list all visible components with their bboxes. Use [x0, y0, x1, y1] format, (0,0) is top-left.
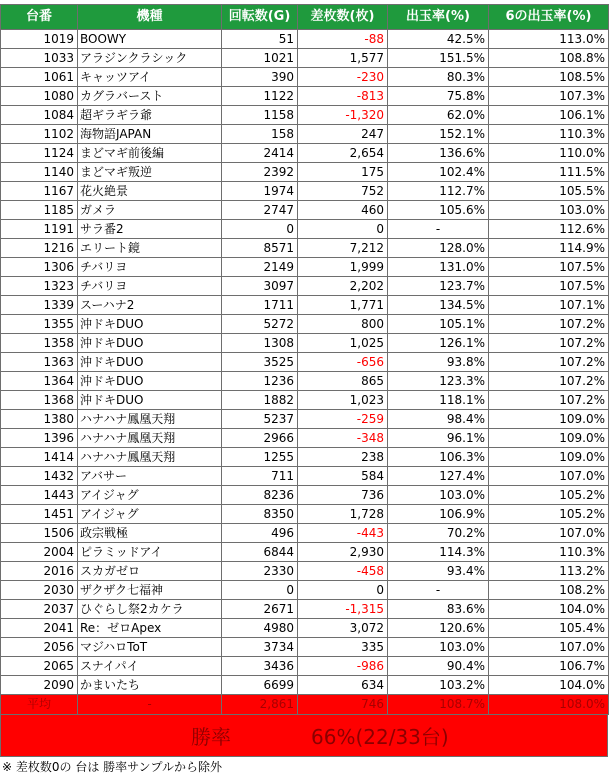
cell-setting6-rate: 107.1% — [489, 296, 609, 315]
cell-setting6-rate: 105.5% — [489, 182, 609, 201]
results-table — [0, 4, 609, 715]
cell-setting6-rate: 109.0% — [489, 448, 609, 467]
cell-machine-name: 沖ドキDUO — [78, 391, 222, 410]
table-row — [1, 467, 609, 486]
cell-machine-name: 沖ドキDUO — [78, 372, 222, 391]
column-header: 6の出玉率(%) — [489, 5, 609, 30]
cell-payout-rate: 152.1% — [388, 125, 489, 144]
cell-diff: 335 — [298, 638, 388, 657]
cell-spins: 8350 — [222, 505, 298, 524]
cell-payout-rate: 114.3% — [388, 543, 489, 562]
cell-setting6-rate: 104.0% — [489, 676, 609, 695]
cell-machine-number: 2016 — [1, 562, 78, 581]
cell-payout-rate: 103.2% — [388, 676, 489, 695]
cell-payout-rate: - — [388, 220, 489, 239]
cell-machine-name: カグラバースト — [78, 87, 222, 106]
cell-diff: 584 — [298, 467, 388, 486]
cell-machine-number: 2090 — [1, 676, 78, 695]
table-row — [1, 87, 609, 106]
cell-setting6-rate: 104.0% — [489, 600, 609, 619]
cell-payout-rate: 127.4% — [388, 467, 489, 486]
cell-machine-number: 1443 — [1, 486, 78, 505]
cell-machine-name: スカガゼロ — [78, 562, 222, 581]
table-row — [1, 182, 609, 201]
cell-machine-name: まどマギ叛逆 — [78, 163, 222, 182]
cell-setting6-rate: 109.0% — [489, 410, 609, 429]
table-row — [1, 619, 609, 638]
cell-spins: 3525 — [222, 353, 298, 372]
cell-machine-number: 1019 — [1, 30, 78, 49]
cell-spins: 711 — [222, 467, 298, 486]
cell-machine-name: アラジンクラシック — [78, 49, 222, 68]
cell-spins: 51 — [222, 30, 298, 49]
table-row — [1, 372, 609, 391]
cell-setting6-rate: 106.7% — [489, 657, 609, 676]
cell-machine-name: 超ギラギラ爺 — [78, 106, 222, 125]
average-diff: 746 — [298, 695, 388, 715]
cell-setting6-rate: 107.2% — [489, 353, 609, 372]
cell-machine-name: ピラミッドアイ — [78, 543, 222, 562]
table-row — [1, 410, 609, 429]
table-row — [1, 163, 609, 182]
cell-diff: 247 — [298, 125, 388, 144]
cell-payout-rate: 134.5% — [388, 296, 489, 315]
cell-machine-name: ひぐらし祭2カケラ — [78, 600, 222, 619]
average-rate6: 108.0% — [489, 695, 609, 715]
cell-setting6-rate: 111.5% — [489, 163, 609, 182]
table-row — [1, 258, 609, 277]
cell-machine-name: スーハナ2 — [78, 296, 222, 315]
cell-payout-rate: 102.4% — [388, 163, 489, 182]
cell-machine-number: 1432 — [1, 467, 78, 486]
cell-payout-rate: 93.8% — [388, 353, 489, 372]
table-header — [1, 5, 609, 30]
cell-machine-number: 1396 — [1, 429, 78, 448]
cell-machine-number: 1033 — [1, 49, 78, 68]
table-row — [1, 581, 609, 600]
cell-setting6-rate: 107.2% — [489, 334, 609, 353]
cell-machine-number: 1216 — [1, 239, 78, 258]
cell-setting6-rate: 113.2% — [489, 562, 609, 581]
cell-diff: 460 — [298, 201, 388, 220]
cell-machine-number: 1167 — [1, 182, 78, 201]
cell-machine-number: 1185 — [1, 201, 78, 220]
average-rate: 108.7% — [388, 695, 489, 715]
cell-spins: 0 — [222, 581, 298, 600]
cell-machine-name: スナイパイ — [78, 657, 222, 676]
cell-spins: 3097 — [222, 277, 298, 296]
cell-spins: 390 — [222, 68, 298, 87]
cell-machine-number: 2056 — [1, 638, 78, 657]
cell-payout-rate: 126.1% — [388, 334, 489, 353]
cell-diff: -259 — [298, 410, 388, 429]
cell-setting6-rate: 107.2% — [489, 391, 609, 410]
table-row — [1, 201, 609, 220]
data-sheet — [0, 4, 608, 777]
cell-setting6-rate: 110.3% — [489, 543, 609, 562]
cell-spins: 6844 — [222, 543, 298, 562]
cell-payout-rate: 123.7% — [388, 277, 489, 296]
cell-machine-name: BOOWY — [78, 30, 222, 49]
average-row — [1, 695, 609, 715]
cell-machine-name: 花火絶景 — [78, 182, 222, 201]
cell-payout-rate: 128.0% — [388, 239, 489, 258]
cell-machine-name: チバリヨ — [78, 258, 222, 277]
cell-diff: 2,654 — [298, 144, 388, 163]
cell-payout-rate: 96.1% — [388, 429, 489, 448]
cell-machine-number: 1355 — [1, 315, 78, 334]
cell-setting6-rate: 105.4% — [489, 619, 609, 638]
footnote: ※ 差枚数0の 台は 勝率サンプルから除外 — [2, 760, 223, 774]
cell-machine-name: かまいたち — [78, 676, 222, 695]
cell-machine-number: 1368 — [1, 391, 78, 410]
cell-payout-rate: 90.4% — [388, 657, 489, 676]
cell-diff: -88 — [298, 30, 388, 49]
table-row — [1, 505, 609, 524]
cell-machine-name: キャッツアイ — [78, 68, 222, 87]
cell-spins: 0 — [222, 220, 298, 239]
cell-payout-rate: 131.0% — [388, 258, 489, 277]
cell-diff: 0 — [298, 220, 388, 239]
cell-payout-rate: 151.5% — [388, 49, 489, 68]
cell-machine-number: 1323 — [1, 277, 78, 296]
column-header: 回転数(G) — [222, 5, 298, 30]
cell-payout-rate: 75.8% — [388, 87, 489, 106]
table-row — [1, 600, 609, 619]
table-row — [1, 49, 609, 68]
cell-diff: 1,577 — [298, 49, 388, 68]
cell-diff: 752 — [298, 182, 388, 201]
cell-machine-name: 政宗戦極 — [78, 524, 222, 543]
cell-machine-number: 1140 — [1, 163, 78, 182]
table-row — [1, 524, 609, 543]
cell-machine-name: ザクザク七福神 — [78, 581, 222, 600]
cell-setting6-rate: 107.2% — [489, 315, 609, 334]
column-header: 機種 — [78, 5, 222, 30]
cell-machine-number: 2004 — [1, 543, 78, 562]
cell-payout-rate: 42.5% — [388, 30, 489, 49]
table-row — [1, 543, 609, 562]
cell-machine-number: 1358 — [1, 334, 78, 353]
cell-payout-rate: 120.6% — [388, 619, 489, 638]
table-row — [1, 144, 609, 163]
cell-payout-rate: 105.1% — [388, 315, 489, 334]
table-row — [1, 296, 609, 315]
cell-payout-rate: 98.4% — [388, 410, 489, 429]
cell-machine-name: 沖ドキDUO — [78, 353, 222, 372]
cell-setting6-rate: 110.0% — [489, 144, 609, 163]
cell-setting6-rate: 107.0% — [489, 638, 609, 657]
cell-payout-rate: 106.9% — [388, 505, 489, 524]
cell-setting6-rate: 109.0% — [489, 429, 609, 448]
cell-machine-number: 2065 — [1, 657, 78, 676]
cell-setting6-rate: 107.5% — [489, 277, 609, 296]
cell-spins: 5272 — [222, 315, 298, 334]
cell-machine-name: アイジャグ — [78, 505, 222, 524]
table-row — [1, 125, 609, 144]
cell-diff: 1,025 — [298, 334, 388, 353]
cell-spins: 2966 — [222, 429, 298, 448]
cell-machine-number: 1061 — [1, 68, 78, 87]
cell-payout-rate: 80.3% — [388, 68, 489, 87]
cell-payout-rate: 83.6% — [388, 600, 489, 619]
cell-machine-number: 1414 — [1, 448, 78, 467]
cell-diff: -1,315 — [298, 600, 388, 619]
cell-diff: -656 — [298, 353, 388, 372]
cell-spins: 8571 — [222, 239, 298, 258]
cell-diff: 0 — [298, 581, 388, 600]
cell-spins: 496 — [222, 524, 298, 543]
cell-spins: 1711 — [222, 296, 298, 315]
cell-diff: -813 — [298, 87, 388, 106]
cell-machine-number: 1306 — [1, 258, 78, 277]
cell-spins: 1882 — [222, 391, 298, 410]
cell-diff: 2,930 — [298, 543, 388, 562]
cell-payout-rate: 105.6% — [388, 201, 489, 220]
cell-payout-rate: 123.3% — [388, 372, 489, 391]
cell-setting6-rate: 107.3% — [489, 87, 609, 106]
cell-machine-name: Re：ゼロApex — [78, 619, 222, 638]
cell-machine-number: 2037 — [1, 600, 78, 619]
cell-spins: 1021 — [222, 49, 298, 68]
column-header: 台番 — [1, 5, 78, 30]
table-row — [1, 486, 609, 505]
cell-machine-number: 1506 — [1, 524, 78, 543]
cell-machine-number: 1124 — [1, 144, 78, 163]
cell-setting6-rate: 113.0% — [489, 30, 609, 49]
table-row — [1, 334, 609, 353]
cell-setting6-rate: 107.2% — [489, 372, 609, 391]
table-row — [1, 239, 609, 258]
cell-setting6-rate: 107.0% — [489, 524, 609, 543]
cell-payout-rate: 62.0% — [388, 106, 489, 125]
table-row — [1, 391, 609, 410]
cell-diff: 1,728 — [298, 505, 388, 524]
column-header: 出玉率(%) — [388, 5, 489, 30]
cell-machine-name: 沖ドキDUO — [78, 334, 222, 353]
cell-payout-rate: 70.2% — [388, 524, 489, 543]
table-row — [1, 429, 609, 448]
cell-machine-number: 1084 — [1, 106, 78, 125]
win-rate-bar — [0, 715, 608, 757]
cell-diff: -458 — [298, 562, 388, 581]
cell-setting6-rate: 108.5% — [489, 68, 609, 87]
cell-machine-number: 1339 — [1, 296, 78, 315]
cell-spins: 1974 — [222, 182, 298, 201]
table-row — [1, 315, 609, 334]
cell-diff: 800 — [298, 315, 388, 334]
cell-payout-rate: 112.7% — [388, 182, 489, 201]
cell-machine-name: ハナハナ鳳凰天翔 — [78, 448, 222, 467]
cell-machine-number: 1080 — [1, 87, 78, 106]
cell-spins: 6699 — [222, 676, 298, 695]
cell-spins: 1158 — [222, 106, 298, 125]
cell-machine-number: 1451 — [1, 505, 78, 524]
cell-payout-rate: 103.0% — [388, 486, 489, 505]
cell-diff: 238 — [298, 448, 388, 467]
cell-diff: 1,771 — [298, 296, 388, 315]
table-row — [1, 30, 609, 49]
cell-setting6-rate: 110.3% — [489, 125, 609, 144]
cell-payout-rate: 118.1% — [388, 391, 489, 410]
table-row — [1, 676, 609, 695]
cell-spins: 2149 — [222, 258, 298, 277]
cell-diff: 7,212 — [298, 239, 388, 258]
cell-diff: 1,999 — [298, 258, 388, 277]
cell-machine-number: 1380 — [1, 410, 78, 429]
cell-diff: 2,202 — [298, 277, 388, 296]
cell-diff: 175 — [298, 163, 388, 182]
cell-spins: 1308 — [222, 334, 298, 353]
cell-spins: 4980 — [222, 619, 298, 638]
cell-spins: 5237 — [222, 410, 298, 429]
cell-diff: -986 — [298, 657, 388, 676]
cell-machine-number: 1364 — [1, 372, 78, 391]
cell-machine-number: 2041 — [1, 619, 78, 638]
cell-machine-name: まどマギ前後編 — [78, 144, 222, 163]
cell-spins: 1122 — [222, 87, 298, 106]
cell-payout-rate: 136.6% — [388, 144, 489, 163]
cell-setting6-rate: 108.2% — [489, 581, 609, 600]
cell-setting6-rate: 105.2% — [489, 505, 609, 524]
cell-machine-name: 海物語JAPAN — [78, 125, 222, 144]
cell-spins: 1236 — [222, 372, 298, 391]
cell-setting6-rate: 112.6% — [489, 220, 609, 239]
cell-machine-name: ハナハナ鳳凰天翔 — [78, 410, 222, 429]
cell-payout-rate: - — [388, 581, 489, 600]
cell-machine-name: チバリヨ — [78, 277, 222, 296]
cell-diff: 865 — [298, 372, 388, 391]
cell-machine-number: 1191 — [1, 220, 78, 239]
table-row — [1, 277, 609, 296]
cell-spins: 2747 — [222, 201, 298, 220]
table-body — [1, 30, 609, 695]
cell-diff: -230 — [298, 68, 388, 87]
cell-machine-number: 1363 — [1, 353, 78, 372]
cell-setting6-rate: 106.1% — [489, 106, 609, 125]
cell-spins: 2671 — [222, 600, 298, 619]
cell-machine-name: サラ番2 — [78, 220, 222, 239]
cell-spins: 158 — [222, 125, 298, 144]
cell-spins: 3734 — [222, 638, 298, 657]
cell-payout-rate: 93.4% — [388, 562, 489, 581]
cell-machine-name: マジハロToT — [78, 638, 222, 657]
table-row — [1, 68, 609, 87]
column-header: 差枚数(枚) — [298, 5, 388, 30]
average-spins: 2,861 — [222, 695, 298, 715]
cell-setting6-rate: 108.8% — [489, 49, 609, 68]
table-row — [1, 638, 609, 657]
average-spins-dash: - — [78, 695, 222, 715]
cell-payout-rate: 106.3% — [388, 448, 489, 467]
cell-machine-name: ハナハナ鳳凰天翔 — [78, 429, 222, 448]
cell-spins: 1255 — [222, 448, 298, 467]
table-row — [1, 448, 609, 467]
cell-payout-rate: 103.0% — [388, 638, 489, 657]
cell-machine-number: 1102 — [1, 125, 78, 144]
table-row — [1, 220, 609, 239]
cell-spins: 2392 — [222, 163, 298, 182]
cell-machine-name: 沖ドキDUO — [78, 315, 222, 334]
cell-diff: 736 — [298, 486, 388, 505]
cell-diff: 3,072 — [298, 619, 388, 638]
cell-machine-name: ガメラ — [78, 201, 222, 220]
cell-diff: -348 — [298, 429, 388, 448]
cell-diff: -443 — [298, 524, 388, 543]
cell-diff: 634 — [298, 676, 388, 695]
cell-machine-name: エリート鏡 — [78, 239, 222, 258]
cell-diff: -1,320 — [298, 106, 388, 125]
cell-setting6-rate: 114.9% — [489, 239, 609, 258]
cell-spins: 2414 — [222, 144, 298, 163]
cell-machine-name: アイジャグ — [78, 486, 222, 505]
cell-diff: 1,023 — [298, 391, 388, 410]
cell-setting6-rate: 103.0% — [489, 201, 609, 220]
cell-machine-number: 2030 — [1, 581, 78, 600]
table-row — [1, 106, 609, 125]
table-row — [1, 353, 609, 372]
cell-spins: 2330 — [222, 562, 298, 581]
cell-spins: 3436 — [222, 657, 298, 676]
table-row — [1, 562, 609, 581]
cell-setting6-rate: 105.2% — [489, 486, 609, 505]
win-rate-value: 66%(22/33台) — [311, 725, 449, 749]
table-row — [1, 657, 609, 676]
cell-machine-name: アバサー — [78, 467, 222, 486]
cell-setting6-rate: 107.0% — [489, 467, 609, 486]
cell-spins: 8236 — [222, 486, 298, 505]
average-label: 平均 — [1, 695, 78, 715]
cell-setting6-rate: 107.5% — [489, 258, 609, 277]
win-rate-label: 勝率 — [191, 725, 231, 749]
